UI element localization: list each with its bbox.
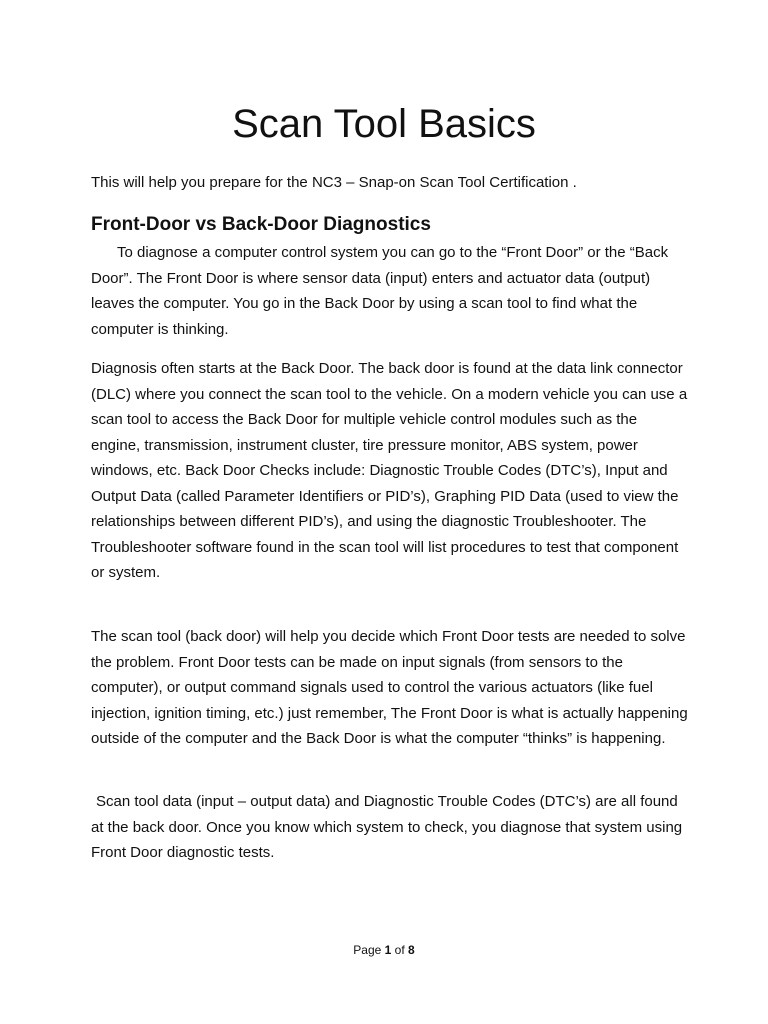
of-label: of — [394, 943, 405, 957]
paragraph-front-back-door: To diagnose a computer control system you can go to the “Front Door” or the “Back Door”. The Front Door is where sensor data (input) enters and actuator data (output) leaves the computer. You go in the Back Door by using a scan tool to find what the computer is thinking. — [91, 244, 669, 338]
paragraph-front-door-tests: The scan tool (back door) will help you decide which Front Door tests are needed to solve the problem. Front Door tests can be made on input signals (from sensors to the computer), or output command signals used to control the various actuators (like fuel injection, ignition timing, etc.) just remember, The Front Door is what is actually happening outside of the computer and the Back Door is what the computer “thinks” is happening. — [91, 628, 688, 747]
page-label: Page — [353, 943, 382, 957]
paragraph-scan-tool-data: Scan tool data (input – output data) and Diagnostic Trouble Codes (DTC’s) are all found at the back door. Once you know which system to check, you diagnose that system using Front Door diagnostic tests. — [91, 793, 683, 861]
intro-text: This will help you prepare for the NC3 – Snap-on Scan Tool Certification . — [91, 174, 577, 191]
current-page-number: 1 — [384, 943, 392, 957]
total-pages-number: 8 — [408, 943, 415, 957]
page-footer — [0, 941, 768, 959]
paragraph-back-door-diagnosis: Diagnosis often starts at the Back Door. The back door is found at the data link connector (DLC) where you connect the scan tool to the vehicle. On a modern vehicle you can use a scan tool to access the Back Door for multiple vehicle control modules such as the engine, transmission, instrument cluster, tire pressure monitor, ABS system, power windows, etc. Back Door Checks include: Diagnostic Trouble Codes (DTC’s), Input and Output Data (called Parameter Identifiers or PID’s), Graphing PID Data (used to view the relationships between different PID’s), and using the diagnostic Troubleshooter. The Troubleshooter software found in the scan tool will list procedures to test that component or system. — [91, 360, 688, 581]
section-heading: Front-Door vs Back-Door Diagnostics — [91, 214, 431, 235]
document-title: Scan Tool Basics — [232, 102, 536, 146]
